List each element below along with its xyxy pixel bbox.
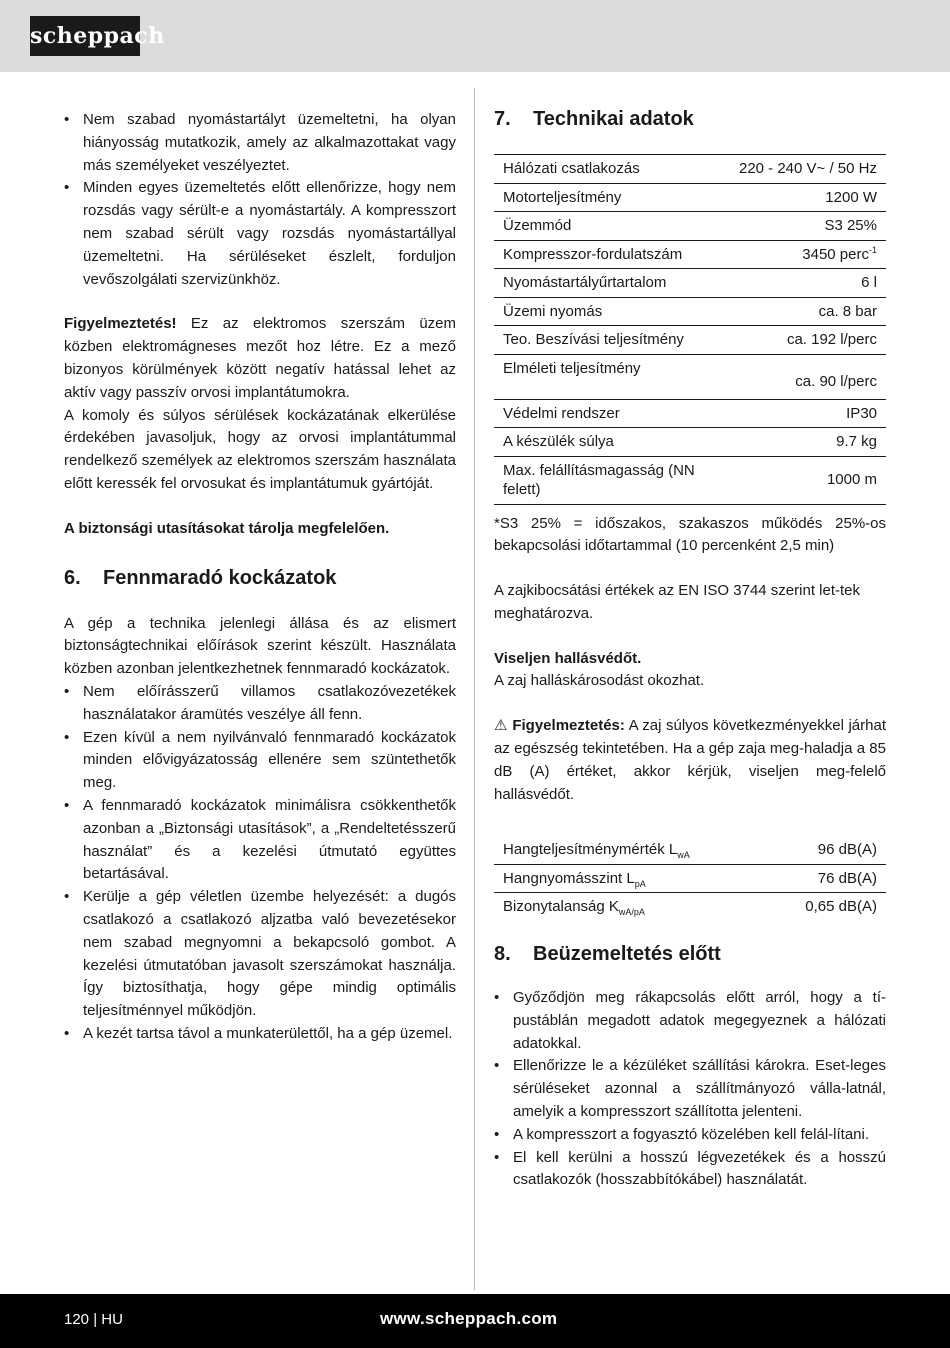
section-8-heading: [494, 941, 886, 967]
spec-label: Max. felállításmagasság (NN felett): [494, 456, 712, 504]
table-row: [494, 864, 886, 893]
startup-bullets: [494, 987, 886, 1192]
spec-value: IP30: [712, 399, 886, 428]
list-item: • Nem szabad nyomástartályt üzemeltetni, ha olyan hiányosság mutatkozik, amely az alkalmazottakat vagy más személyeket veszélyeztet.: [64, 109, 456, 177]
hearing-protection-title: Viseljen hallásvédőt.: [494, 649, 642, 667]
spec-value: ca. 192 l/perc: [712, 326, 886, 355]
list-item: • Minden egyes üzemeltetés előtt ellenőrizze, hogy nem rozsdás vagy sérült-e a nyomástartály. A kompresszort nem szabad sérült vagy rozsdás nyomástartállyal üzemeltetni. Ha sérüléseket észlelt, forduljon vevőszolgálati szervizünkhöz.: [64, 177, 456, 291]
section-number: 8.: [494, 942, 511, 965]
noise-label: Hangnyomásszint $L_{pA}$: [494, 864, 767, 893]
emf-warning: [64, 313, 456, 404]
left-column: [64, 109, 456, 1046]
spec-label: Elméleti teljesítmény: [494, 354, 712, 399]
spec-label: A készülék súlya: [494, 428, 712, 457]
spec-label: Nyomástartályűrtartalom: [494, 269, 712, 298]
spec-value: 3450 perc$^{-1}$: [712, 240, 886, 269]
section-title: Technikai adatok: [533, 108, 694, 130]
section-number: 6.: [64, 566, 81, 589]
website-link[interactable]: www.scheppach.com: [380, 1309, 558, 1328]
noise-label: Bizonytalanság $K_{wA/pA}$: [503, 898, 645, 918]
safety-bullets: [64, 109, 456, 291]
footer-bar: [0, 1294, 950, 1348]
noise-value: 96 dB(A): [767, 836, 886, 864]
table-row: [494, 326, 886, 355]
spec-value: ca. 90 l/perc: [712, 354, 886, 399]
section-title: Fennmaradó kockázatok: [103, 566, 337, 589]
noise-values-table: [494, 836, 886, 921]
section-6-intro: A gép a technika jelenlegi állása és az elismert biztonságtechnikai előírások szerint készült. Használata közben azonban jelentkezhetnek fennmaradó kockázatok.: [64, 614, 456, 678]
table-row: [494, 428, 886, 457]
table-row: [494, 893, 886, 921]
noise-value: 76 dB(A): [767, 864, 886, 893]
warning-text: A zaj súlyos következményekkel járhat az egészség tekintetében. Ha a gép zaja meg-haladja a 85 dB (A) értéket, akkor kérjük, viseljen meg-felelő hallásvédőt.: [494, 717, 886, 803]
spec-label: Teo. Beszívási teljesítmény: [494, 326, 712, 355]
table-row: [494, 269, 886, 298]
spec-value: 1200 W: [712, 183, 886, 212]
warning-label: Figyelmeztetés!: [64, 315, 177, 333]
s3-footnote: *S3 25% = időszakos, szakaszos működés 25%-os bekapcsolási időtartammal (10 percenként 2,5 min): [494, 514, 886, 555]
hearing-protection-text: A zaj halláskárosodást okozhat.: [494, 672, 705, 690]
table-row: [494, 240, 886, 269]
table-row: [494, 183, 886, 212]
warning-label: Figyelmeztetés:: [512, 717, 625, 735]
spec-label: Kompresszor-fordulatszám: [494, 240, 712, 269]
table-row: [494, 155, 886, 184]
list-item: • A fennmaradó kockázatok minimálisra csökkenthetők azonban a „Biztonsági utasítások”, a „Rendeltetésszerű használat” és a kezelési útmutató együttes betartásával.: [64, 795, 456, 886]
emf-warning-advice: A komoly és súlyos sérülések kockázatának elkerülése érdekében javasoljuk, hogy az orvosi implantátummal rendelkező személyek az elektromos szerszám használata előtt keressék fel orvosukat és implantátumuk gyártóját.: [64, 406, 456, 492]
list-item: • Ezen kívül a nem nyilvánvaló fennmaradó kockázatok minden elővigyázatosság ellenére sem szüntethetők meg.: [64, 727, 456, 795]
spec-value: 6 l: [712, 269, 886, 298]
spec-value: 1000 m: [712, 456, 886, 504]
noise-warning: [494, 715, 886, 806]
scheppach-logo: scheppach: [30, 16, 140, 56]
spec-value: 220 - 240 V~ / 50 Hz: [712, 155, 886, 184]
section-title: Beüzemeltetés előtt: [533, 942, 721, 965]
warning-triangle-icon: ⚠: [494, 717, 508, 735]
spec-value: S3 25%: [712, 212, 886, 241]
list-item: • A kompresszort a fogyasztó közelében kell felál-lítani.: [494, 1124, 886, 1147]
spec-value: ca. 8 bar: [712, 297, 886, 326]
list-item: • A kezét tartsa távol a munkaterülettől, ha a gép üzemel.: [64, 1023, 456, 1046]
table-row: [494, 212, 886, 241]
list-item: • Győződjön meg rákapcsolás előtt arról, hogy a tí-pustáblán megadott adatok megegyeznek a hálózati adatokkal.: [494, 987, 886, 1055]
language-code: HU: [101, 1311, 123, 1328]
spec-label: Védelmi rendszer: [494, 399, 712, 428]
list-item: • Nem előírásszerű villamos csatlakozóvezetékek használatakor áramütés veszélye áll fenn.: [64, 681, 456, 727]
noise-label: Hangteljesítménymérték $L_{wA}$: [494, 836, 767, 864]
store-instructions-note: A biztonsági utasításokat tárolja megfelelően.: [64, 519, 390, 537]
column-divider: [474, 88, 475, 1290]
table-row: [494, 399, 886, 428]
list-item: • El kell kerülni a hosszú légvezetékek és a hosszú csatlakozók (hosszabbítókábel) használatát.: [494, 1147, 886, 1193]
table-row: [494, 297, 886, 326]
page-indicator: [64, 1311, 123, 1328]
residual-risk-bullets: [64, 681, 456, 1046]
spec-label: Motorteljesítmény: [494, 183, 712, 212]
table-row: [494, 456, 886, 504]
section-7-heading: [494, 106, 886, 132]
noise-standard-note: A zajkibocsátási értékek az EN ISO 3744 szerint let-tek meghatározva.: [494, 582, 860, 622]
noise-value: 0,65 dB(A): [805, 898, 877, 916]
table-row: [494, 354, 886, 399]
section-6-heading: [64, 565, 456, 591]
technical-data-table: [494, 154, 886, 505]
page-number: 120: [64, 1311, 90, 1328]
spec-label: Üzemi nyomás: [494, 297, 712, 326]
spec-label: Üzemmód: [494, 212, 712, 241]
spec-value: 9.7 kg: [712, 428, 886, 457]
spec-label: Hálózati csatlakozás: [494, 155, 712, 184]
separator: |: [93, 1311, 98, 1328]
table-row: [494, 836, 886, 864]
right-column: [494, 106, 886, 1192]
warning-text: Ez az elektromos szerszám üzem közben elektromágneses mezőt hoz létre. Ez a mező bizonyos körülmények között negatív hatással lehet az aktív vagy passzív orvosi implantátumokra.: [64, 315, 456, 401]
section-number: 7.: [494, 108, 511, 130]
list-item: • Kerülje a gép véletlen üzembe helyezését: a dugós csatlakozó a csatlakozó aljzatba való bevezetésekor nem szabad megnyomni a bekapcsoló gombot. A kezelési útmutatóban javasolt szerszámokat használja. Így biztosíthatja, hogy gépe mindig optimális teljesítménnyel működjön.: [64, 886, 456, 1023]
list-item: • Ellenőrizze le a kézüléket szállítási károkra. Eset-leges sérüléseket azonnal a szállítmányozó válla-latnál, amelyik a kompresszort szállította jelenteni.: [494, 1055, 886, 1123]
header-bar: [0, 0, 950, 72]
